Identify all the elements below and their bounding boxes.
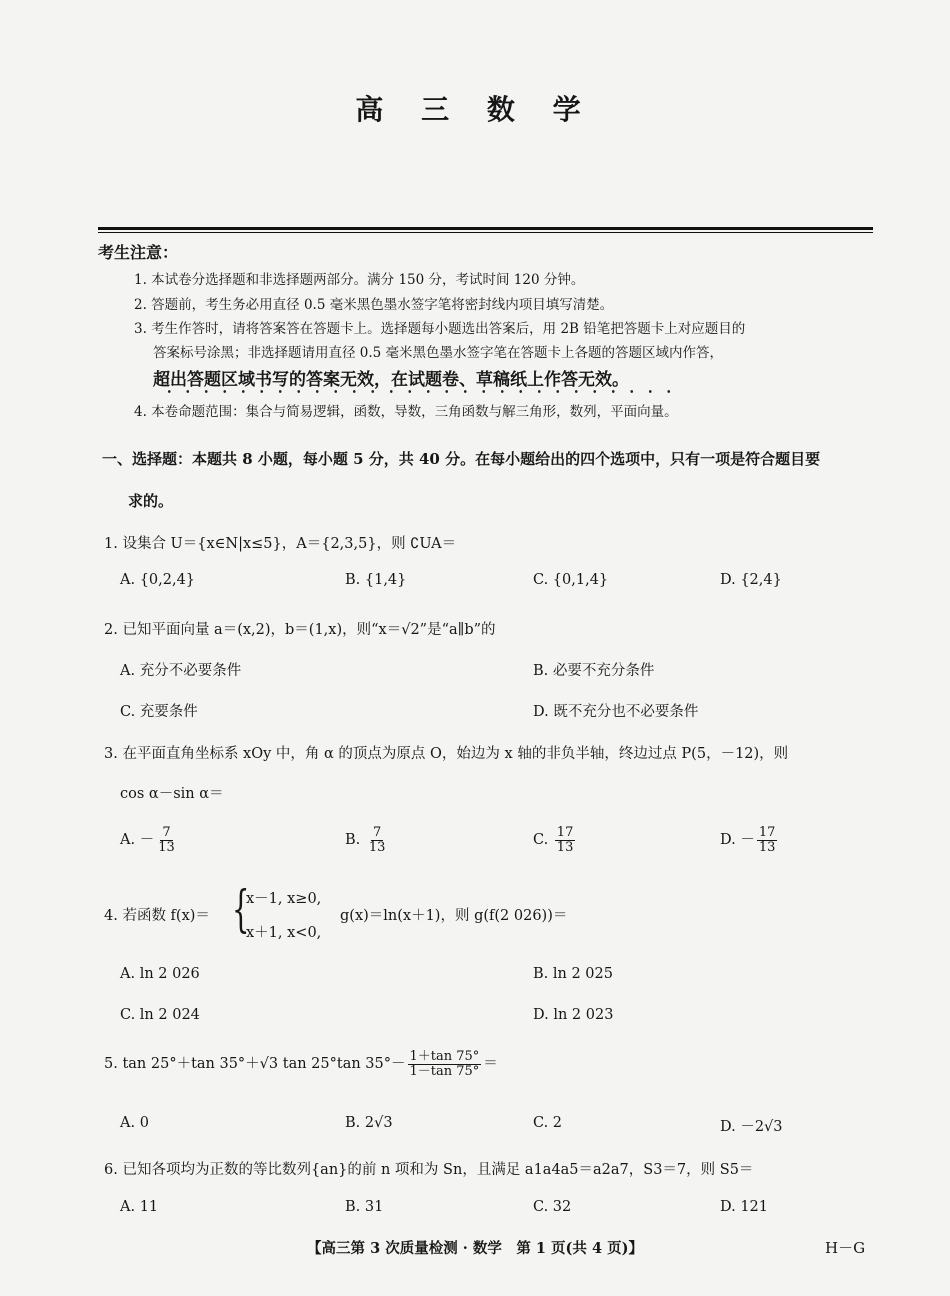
q6-option-d: D. 121	[720, 1199, 769, 1215]
q3-option-d	[720, 826, 779, 854]
q4-option-c: C. ln 2 024	[120, 1007, 200, 1023]
q6-option-a: A. 11	[120, 1199, 159, 1215]
fraction-numerator: 7	[162, 825, 171, 840]
q6-option-c: C. 32	[533, 1199, 572, 1215]
emphasis-dots	[160, 390, 680, 393]
paper-code: H－G	[825, 1239, 866, 1257]
q3-option-d-label: D. －	[720, 832, 755, 849]
q5-suffix: ＝	[483, 1056, 498, 1073]
q4-prefix: 4. 若函数 f(x)＝	[104, 908, 210, 924]
q1-option-d: D. {2,4}	[720, 572, 782, 588]
fraction-denominator: 13	[158, 839, 175, 855]
fraction-denominator: 13	[368, 839, 386, 855]
notice-line-3-emphasis: 超出答题区域书写的答案无效，在试题卷、草稿纸上作答无效。	[153, 370, 629, 390]
q3-stem: 3. 在平面直角坐标系 xOy 中，角 α 的顶点为原点 O，始边为 x 轴的非负半轴，终边过点 P(5，－12)，则	[104, 746, 789, 762]
q5-option-a: A. 0	[120, 1115, 149, 1131]
header-rule-thin	[98, 232, 873, 233]
fraction-numerator: 1＋tan 75°	[409, 1049, 480, 1064]
q2-option-d: D. 既不充分也不必要条件	[533, 704, 699, 720]
notice-line-4: 4. 本卷命题范围：集合与简易逻辑，函数，导数，三角函数与解三角形，数列，平面向量。	[134, 404, 678, 420]
q4-option-d: D. ln 2 023	[533, 1007, 614, 1023]
q4-case-2: x＋1, x<0,	[246, 925, 322, 941]
fraction-numerator: 17	[758, 825, 776, 840]
q4-option-b: B. ln 2 025	[533, 966, 613, 982]
fraction-numerator: 7	[373, 825, 382, 840]
q1-stem: 1. 设集合 U＝{x∈N|x≤5}，A＝{2,3,5}，则 ∁UA＝	[104, 536, 457, 552]
q6-stem: 6. 已知各项均为正数的等比数列{an}的前 n 项和为 Sn，且满足 a1a4a5＝a2a7，S3＝7，则 S5＝	[104, 1162, 754, 1178]
notice-line-2: 2. 答题前，考生务必用直径 0.5 毫米黑色墨水签字笔将密封线内项目填写清楚。	[134, 297, 614, 313]
section-heading-cont: 求的。	[128, 492, 174, 510]
notice-line-1: 1. 本试卷分选择题和非选择题两部分。满分 150 分，考试时间 120 分钟。	[134, 272, 585, 288]
q3-option-b	[345, 826, 389, 854]
q5-stem	[104, 1050, 498, 1078]
q2-option-b: B. 必要不充分条件	[533, 663, 655, 679]
q4-suffix: g(x)＝ln(x＋1)，则 g(f(2 026))＝	[340, 908, 568, 924]
q5-prefix: 5. tan 25°＋tan 35°＋√3 tan 25°tan 35°－	[104, 1056, 406, 1073]
q3-option-c-fraction	[555, 826, 576, 854]
q3-option-b-label: B.	[345, 832, 365, 849]
fraction-denominator: 1－tan 75°	[409, 1063, 480, 1079]
q3-option-a	[120, 826, 179, 854]
page-title: 高 三 数 学	[355, 93, 595, 126]
q5-option-c: C. 2	[533, 1115, 563, 1131]
q2-stem: 2. 已知平面向量 a＝(x,2)，b＝(1,x)，则“x＝√2”是“a∥b”的	[104, 622, 496, 638]
section-heading: 一、选择题：本题共 8 小题，每小题 5 分，共 40 分。在每小题给出的四个选项中，只有一项是符合题目要	[102, 450, 821, 468]
fraction-denominator: 13	[556, 839, 574, 855]
header-rule-thick	[98, 227, 873, 230]
q2-option-a: A. 充分不必要条件	[120, 663, 242, 679]
q3-option-a-fraction	[156, 826, 177, 854]
piecewise-brace: {	[232, 880, 250, 938]
q3-option-c-label: C.	[533, 832, 553, 849]
q1-option-a: A. {0,2,4}	[120, 572, 196, 588]
q3-option-c	[533, 826, 577, 854]
notice-line-3-cont: 答案标号涂黑；非选择题请用直径 0.5 毫米黑色墨水签字笔在答题卡上各题的答题区域内作答，	[153, 345, 724, 361]
q1-option-b: B. {1,4}	[345, 572, 407, 588]
q1-option-c: C. {0,1,4}	[533, 572, 609, 588]
notice-line-3: 3. 考生作答时，请将答案答在答题卡上。选择题每小题选出答案后，用 2B 铅笔把答题卡上对应题目的	[134, 321, 746, 337]
q5-fraction	[408, 1050, 482, 1078]
q6-option-b: B. 31	[345, 1199, 384, 1215]
q3-stem-cont: cos α－sin α＝	[120, 786, 224, 802]
fraction-numerator: 17	[556, 825, 574, 840]
q5-option-d: D. －2√3	[720, 1119, 783, 1135]
fraction-denominator: 13	[758, 839, 776, 855]
notice-heading: 考生注意：	[98, 243, 179, 262]
q3-option-d-fraction	[757, 826, 778, 854]
page-footer: 【高三第 3 次质量检测 · 数学 第 1 页(共 4 页)】	[307, 1240, 643, 1257]
q5-option-b: B. 2√3	[345, 1115, 393, 1131]
q4-option-a: A. ln 2 026	[120, 966, 200, 982]
q3-option-b-fraction	[367, 826, 388, 854]
q3-option-a-label: A. －	[120, 832, 155, 849]
q4-case-1: x－1, x≥0,	[246, 891, 322, 907]
q2-option-c: C. 充要条件	[120, 704, 198, 720]
